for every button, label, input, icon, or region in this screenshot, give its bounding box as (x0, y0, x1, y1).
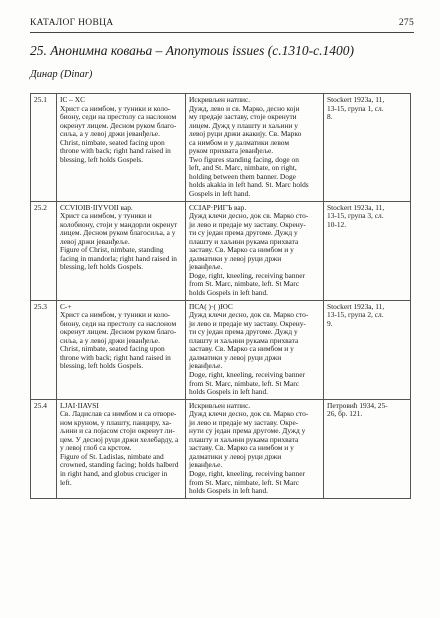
obverse-description-cell (57, 399, 186, 498)
reverse-line: Gospels in left hand. (189, 189, 251, 199)
reference-line: 9. (327, 318, 333, 328)
obverse-line: левој држи јеванђеље. (60, 236, 130, 246)
reverse-line: Two figures standing facing, doge on (189, 154, 299, 164)
catalog-id: 25.4 (34, 400, 47, 410)
reverse-line: далматики у левој руци држи (189, 253, 282, 263)
catalog-id: 25.1 (34, 95, 47, 104)
reverse-line: from St. Marc, nimbate, left. St Marc (189, 378, 300, 388)
reverse-line: руком прихвата јеванђеље. (189, 146, 274, 156)
obverse-line: left. (60, 477, 72, 487)
catalog-id: 25.3 (34, 301, 47, 311)
reverse-description-cell (186, 201, 324, 300)
catalog-table-body (31, 94, 411, 499)
section-title: 25. Анонимна ковања – Anonymous issues (c.1310-c.1400) (30, 43, 354, 58)
catalog-id-cell (31, 201, 57, 300)
obverse-line: љини и са појасом стоји окренут ли- (60, 426, 175, 436)
reverse-line: лицем. Дужд у плашту и хаљини у (189, 120, 298, 130)
obverse-line: сиља, а у левој држи јеванђеље. (60, 335, 160, 345)
catalog-id: 25.2 (34, 202, 47, 212)
reverse-line: CCIAP·РИГЪ вар. (189, 202, 247, 212)
reverse-line: му предаје заставу, стоје окренути (189, 112, 297, 122)
obverse-line: blessing, left holds Gospels. (60, 154, 144, 164)
obverse-line: Христ са нимбом, у туники и коло- (60, 103, 171, 113)
obverse-line: биону, седи на престолу са наслоном (60, 112, 177, 122)
obverse-line: Христ са нимбом, у туники и (60, 211, 152, 221)
reverse-line: нути су један према другоме. Дужд у (189, 426, 306, 436)
obverse-description-cell (57, 300, 186, 399)
obverse-line: сиља, а у левој држи јеванђеље. (60, 129, 160, 139)
catalog-row (31, 399, 411, 498)
reference-line: 26, бр. 121. (327, 409, 363, 419)
reverse-line: далматики у левој руци држи (189, 451, 282, 461)
reference-line: Петровић 1934, 25- (327, 400, 388, 410)
obverse-line: blessing, left holds Gospels. (60, 262, 144, 272)
obverse-line: Christ, nimbate, seated facing upon (60, 344, 165, 354)
obverse-line: ном круном, у плашту, панциру, ха- (60, 417, 172, 427)
obverse-line: цем. У десној руци држи хелебарду, а (60, 434, 179, 444)
denomination-subtitle: Динар (Dinar) (30, 69, 93, 80)
catalog-id-cell (31, 300, 57, 399)
reverse-line: Doge, right, kneeling, receiving banner (189, 468, 305, 478)
reverse-description-cell (186, 300, 324, 399)
reference-line: 10-12. (327, 219, 347, 229)
reverse-line: Дужд, лево и св. Марко, десно који (189, 103, 300, 113)
reverse-line: holds Gospels in left hand. (189, 486, 269, 496)
reverse-line: јеванђеље. (189, 361, 223, 371)
reverse-line: јеванђеље. (189, 460, 223, 470)
obverse-line: Figure of St. Ladislas, nimbate and (60, 451, 164, 461)
reverse-line: ти су један према другоме. Дужд у (189, 327, 298, 337)
reference-line: 8. (327, 112, 333, 122)
catalog-row (31, 94, 411, 202)
reverse-line: from St. Marc, nimbate, left. St Marc (189, 279, 300, 289)
reverse-line: ји лево и предаје му заставу. Окре- (189, 417, 299, 427)
reverse-line: left, and St. Marc, nimbate, on right, (189, 163, 297, 173)
reverse-line: заставу. Св. Марко са нимбом и у (189, 344, 294, 354)
reverse-line: заставу. Св. Марко са нимбом и у (189, 443, 294, 453)
reverse-description-cell (186, 94, 324, 202)
reverse-line: плашту и хаљини рукама прихвата (189, 434, 299, 444)
obverse-line: Figure of Christ, nimbate, standing (60, 245, 164, 255)
reverse-line: holding between them banner. Doge (189, 171, 296, 181)
obverse-line: Christ, nimbate, seated facing upon (60, 137, 165, 147)
obverse-line: in right hand, and globus cruciger in (60, 468, 168, 478)
obverse-line: blessing, left holds Gospels. (60, 361, 144, 371)
reverse-line: from St. Marc, nimbate, left. St Marc (189, 477, 300, 487)
obverse-line: окренут лицем. Десном руком благо- (60, 120, 177, 130)
reference-cell (324, 201, 411, 300)
reverse-line: Искривљен натпис. (189, 400, 251, 410)
obverse-line: колобиону, стоји у мандорли окренут (60, 219, 178, 229)
reverse-line: плашту и хаљини рукама прихвата (189, 335, 299, 345)
obverse-line: throne with back; right hand raised in (60, 146, 171, 156)
reverse-line: holds akakia in left hand. St. Marc holds (189, 180, 309, 190)
reference-line: Stockert 1923a, 11, (327, 202, 385, 212)
obverse-line: LJAI·IIAVSI (60, 400, 99, 410)
reverse-line: Дужд клечи десно, док св. Марко сто- (189, 310, 309, 320)
reverse-line: ји лево и предаје му заставу. Окрену- (189, 219, 306, 229)
obverse-line: CCVIOIB·IIYVOII вар. (60, 202, 133, 212)
reference-line: 13-15, група 1, сл. (327, 103, 384, 113)
reverse-line: заставу. Св. Марко са нимбом и у (189, 245, 294, 255)
obverse-line: crowned, standing facing; holds halberd (60, 460, 179, 470)
reverse-line: Doge, right, kneeling, receiving banner (189, 270, 305, 280)
catalog-id-cell (31, 399, 57, 498)
running-header-title: КАТАЛОГ НОВЦА (30, 18, 114, 28)
obverse-line: биону, седи на престолу са наслоном (60, 318, 177, 328)
obverse-line: лицем. Десном руком благосиља, а у (60, 228, 176, 238)
obverse-line: facing in mandorla; right hand raised in (60, 253, 177, 263)
catalog-row (31, 300, 411, 399)
obverse-line: Христ са нимбом, у туники и коло- (60, 310, 171, 320)
reverse-line: ји лево и предаје му заставу. Окрену- (189, 318, 306, 328)
obverse-line: Св. Ладислав са нимбом и са отворе- (60, 409, 177, 419)
reverse-line: Doge, right, kneeling, receiving banner (189, 369, 305, 379)
reference-line: Stockert 1923a, 11, (327, 95, 385, 104)
obverse-description-cell (57, 201, 186, 300)
catalog-id-cell (31, 94, 57, 202)
catalog-row (31, 201, 411, 300)
reverse-line: Искривљен натпис. (189, 95, 251, 104)
obverse-line: IC – XC (60, 95, 86, 104)
reverse-line: holds Gospels in left hand. (189, 288, 269, 298)
coin-catalog-table (30, 93, 411, 499)
reference-cell (324, 94, 411, 202)
reference-cell (324, 399, 411, 498)
reverse-line: далматики у левој руци држи (189, 352, 282, 362)
page-number: 275 (398, 18, 414, 28)
reference-line: 13-15, група 2, сл. (327, 310, 384, 320)
reverse-line: Дужд клечи десно, док св. Марко сто- (189, 409, 309, 419)
reference-cell (324, 300, 411, 399)
reverse-line: ти су један према другоме. Дужд у (189, 228, 298, 238)
reverse-line: Дужд клечи десно, док св. Марко сто- (189, 211, 309, 221)
obverse-line: throne with back; right hand raised in (60, 352, 171, 362)
reverse-line: левој руци држи акакију. Св. Марко (189, 129, 302, 139)
obverse-line: у левој глоб са крстом. (60, 443, 132, 453)
reverse-line: јеванђеље. (189, 262, 223, 272)
reverse-line: holds Gospels in left hand. (189, 387, 269, 397)
reference-line: Stockert 1923a, 11, (327, 301, 385, 311)
running-header (30, 14, 414, 33)
reverse-line: плашту и хаљини рукама прихвата (189, 236, 299, 246)
reference-line: 13-15, група 3, сл. (327, 211, 384, 221)
reverse-line: са нимбом и у далматики левом (189, 137, 289, 147)
obverse-line: C-+ (60, 301, 72, 311)
obverse-description-cell (57, 94, 186, 202)
reverse-line: ПСА( )·( )ЮC (189, 301, 233, 311)
obverse-line: окренут лицем. Десном руком благо- (60, 327, 177, 337)
reverse-description-cell (186, 399, 324, 498)
